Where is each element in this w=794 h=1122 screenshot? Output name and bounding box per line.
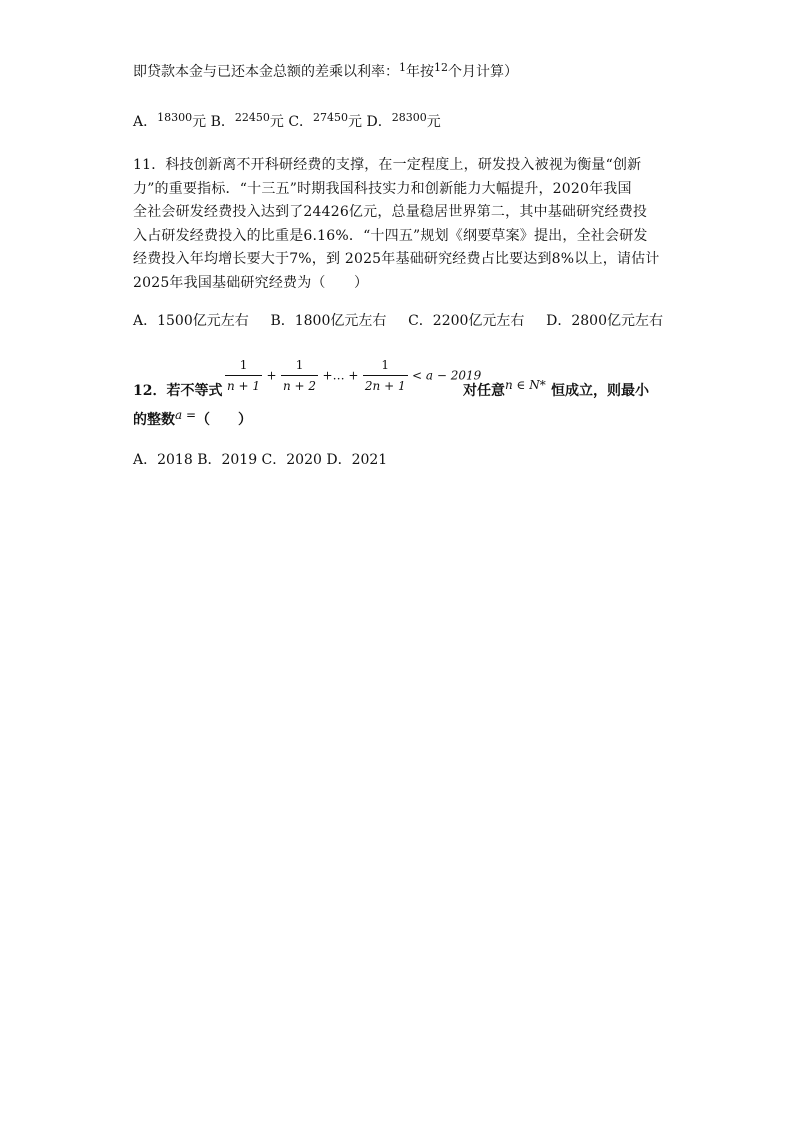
option-letter: C． (288, 114, 314, 130)
q11-option-c: C．2200亿元左右 (408, 313, 525, 329)
q11-line: 经费投入年均增长要大于7%，到 2025年基础研究经费占比要达到8%以上，请估计 (133, 251, 660, 267)
q11-option-d: D．2800亿元左右 (546, 313, 663, 329)
q10-tail-num2: 12 (434, 61, 448, 74)
fraction-3 (363, 355, 408, 396)
q10-options (133, 112, 441, 133)
q10-tail-line (133, 62, 518, 83)
option-unit: 元 (426, 114, 441, 130)
fraction-2 (281, 355, 318, 396)
q11-question (133, 154, 663, 295)
q12-line2-prefix: 的整数 (133, 412, 175, 428)
q12-suffix: 恒成立，则最小 (551, 383, 649, 399)
q11-option-b: B．1800亿元左右 (270, 313, 387, 329)
fraction-1 (225, 355, 262, 396)
option-value: 28300 (391, 111, 427, 124)
q12-line-2 (133, 410, 252, 430)
q11-line: 力”的重要指标．“十三五”时期我国科技实力和创新能力大幅提升，2020年我国 (133, 180, 632, 197)
inequality-rhs: < a − 2019 (412, 368, 482, 383)
q12-condition: n ∈ N* (505, 378, 546, 392)
option-unit: 元 (192, 114, 207, 130)
q11-line: 入占研发经费投入的比重是6.16%．“十四五”规划《纲要草案》提出，全社会研发 (133, 227, 648, 244)
q10-option-a (133, 112, 206, 133)
q10-tail-num1: 1 (399, 61, 406, 74)
q12-line2-var: a = (175, 408, 197, 422)
fraction-denominator: n + 2 (281, 375, 318, 396)
q12-line2-suffix: （ ） (196, 412, 253, 428)
option-value: 18300 (157, 111, 193, 124)
option-unit: 元 (269, 114, 284, 130)
q12-inequality (225, 355, 481, 396)
q11-option-a: A．1500亿元左右 (133, 313, 249, 329)
q10-option-c (288, 112, 362, 133)
plus-sign: + (266, 368, 277, 383)
fraction-numerator: 1 (239, 358, 248, 372)
q10-tail-mid: 年按 (406, 64, 434, 80)
q10-tail-end: 个月计算） (448, 64, 518, 80)
q11-line: 全社会研发经费投入达到了24426亿元，总量稳居世界第二，其中基础研究经费投 (133, 204, 648, 220)
option-unit: 元 (348, 114, 363, 130)
q12-prefix: 12．若不等式 (133, 383, 223, 399)
fraction-numerator: 1 (295, 358, 304, 372)
plus-ellipsis: +… + (322, 368, 359, 383)
fraction-numerator: 1 (381, 358, 390, 372)
option-letter: D． (366, 114, 392, 130)
option-letter: A． (133, 114, 158, 130)
q12-options: A．2018 B．2019 C．2020 D．2021 (133, 452, 388, 468)
q11-line: 11．科技创新离不开科研经费的支撑，在一定程度上，研发投入被视为衡量“创新 (133, 157, 642, 173)
option-letter: B． (210, 114, 235, 130)
q10-option-b (211, 112, 284, 133)
q10-option-d (367, 112, 441, 133)
q10-tail-text: 即贷款本金与已还本金总额的差乘以利率： (133, 64, 399, 80)
fraction-denominator: 2n + 1 (363, 375, 408, 396)
q11-options (133, 311, 663, 331)
q11-line: 2025年我国基础研究经费为（ ） (133, 274, 369, 291)
option-value: 27450 (313, 111, 349, 124)
q12-line-1 (133, 355, 663, 399)
q12-mid: 对任意 (463, 383, 505, 399)
fraction-denominator: n + 1 (225, 375, 262, 396)
option-value: 22450 (234, 111, 270, 124)
